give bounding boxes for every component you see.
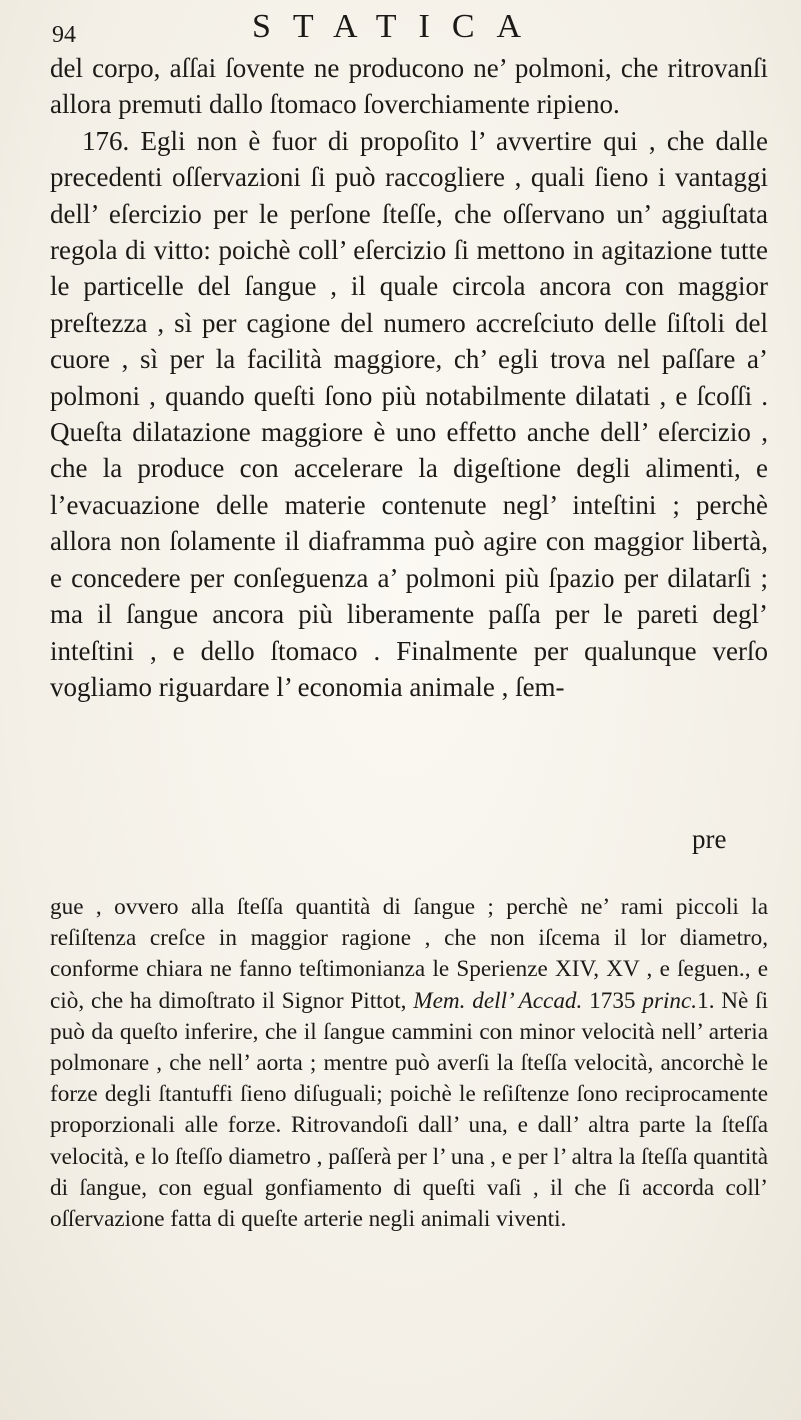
citation-journal: Mem. dell’ Accad.	[413, 987, 583, 1014]
paragraph-176: 176. Egli non è fuor di propoſito l’ avvertire qui , che dalle precedenti oſſervazioni ſi può raccogliere , quali ſieno i vantaggi dell’ eſercizio per le perſone ſteſſe, che oſſervano un’ aggiuſtata regola di vitto: poichè coll’ eſercizio ſi mettono in agitazione tutte le particelle del ſangue , il quale circola ancora con maggior preſtezza , sì per cagione del numero accreſciuto delle ſiſtoli del cuore , sì per la facilità maggiore, ch’ egli trova nel paſſare a’ polmoni , quando queſti ſono più notabilmente dilatati , e ſcoſſi . Queſta dilatazione maggiore è uno effetto anche dell’ eſercizio , che la produce con accelerare la digeſtione degli alimenti, e l’evacuazione delle materie contenute negl’ inteſtini ; perchè allora non ſolamente il diaframma può agire con maggior libertà, e concedere per conſeguenza a’ polmoni più ſpazio per dilatarſi ; ma il ſangue ancora più liberamente paſſa per le pareti degl’ inteſtini , e dello ſtomaco . Finalmente per qualunque verſo vogliamo riguardare l’ economia animale , ſem-	[50, 125, 768, 702]
note-text-part-1: gue , ovvero alla ſteſſa quantità di ſangue ; perchè ne’ rami piccoli la reſiſtenza creſce in maggior ragione , che non iſcema il lor diametro, conforme chiara ne fanno teſtimonianza le Sperienze XIV, XV , e ſeguen., e ciò, che ha dimoſtrato il Signor Pittot,	[50, 894, 768, 1014]
main-text-block	[50, 50, 768, 705]
paragraph-continuation: del corpo, aſſai ſovente ne producono ne’ polmoni, che ritrovanſi allora premuti dallo ſtomaco ſoverchiamente ripieno.	[50, 53, 768, 120]
note-text-block	[50, 892, 768, 1235]
note-text-part-2: 1. Nè ſi può da queſto inferire, che il ſangue cammini con minor velocità nell’ arteria polmonare , che nell’ aorta ; mentre può averſi la ſteſſa velocità, ancorchè le forze degli ſtantuffi ſieno diſuguali; poichè le reſiſtenze ſono reciprocamente proporzionali alle forze. Ritrovandoſi dall’ una, e dall’ altra parte la ſteſſa velocità, e lo ſteſſo diametro , paſſerà per l’ una , e per l’ altra la ſteſſa quantità di ſangue, con egual gonfiamento di queſti vaſi , il che ſi accorda coll’ oſſervazione fatta di queſte arterie negli animali viventi.	[50, 987, 769, 1233]
catchword: pre	[692, 824, 727, 854]
citation-section: princ.	[642, 987, 698, 1014]
page-header	[52, 8, 752, 48]
note-paragraph	[50, 892, 768, 1235]
page-number: 94	[52, 22, 76, 48]
citation-year: 1735	[589, 987, 636, 1014]
running-head: STATICA	[252, 8, 544, 45]
